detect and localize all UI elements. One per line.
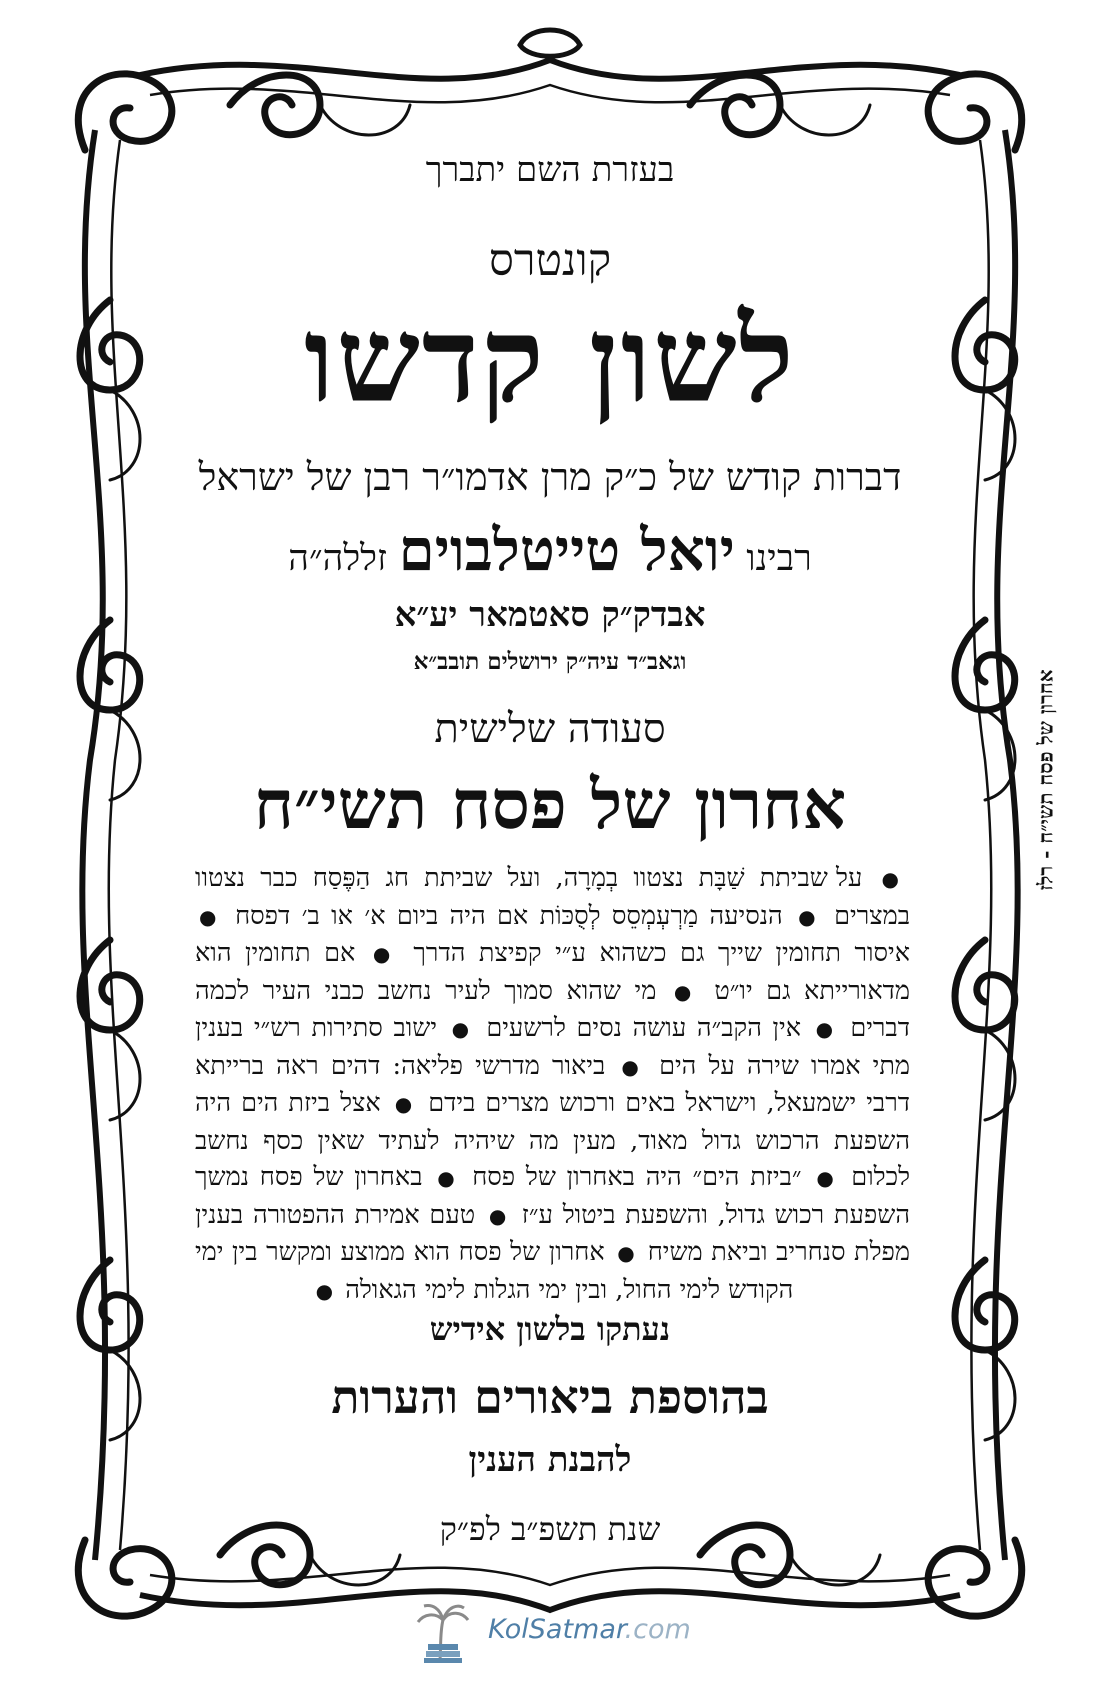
topic-item: אצל ביזת הים היה השפעת הרכוש גדול מאוד, מעין מה שיהיה לעתיד שאין כסף נחשב לכלום — [195, 1088, 910, 1192]
avdak-line: אבדק״ק סאטמאר יע״א — [394, 595, 706, 635]
topic-item: אחרון של פסח הוא ממוצע ומקשר בין ימי הקודש לימי החול, ובין ימי הגלות לימי הגאולה — [195, 1237, 794, 1305]
logo-tld: .com — [624, 1614, 691, 1645]
topic-item: ביאור מדרשי פליאה: דהים ראה ברייתא דרבי ישמעאל, וישראל באים ורכוש מצרים בידם — [195, 1050, 910, 1118]
bullet-icon: ● — [798, 904, 819, 929]
additions-line: בהוספת ביאורים והערות — [331, 1370, 769, 1424]
seuda-shlishit-label: סעודה שלישית — [434, 706, 666, 752]
bullet-icon: ● — [881, 867, 906, 891]
topic-item: מי שהוא סמוך לעיר נחשב כבני העיר לכמה דברים — [195, 975, 910, 1043]
author-line — [180, 516, 920, 589]
logo-wordmark — [488, 1614, 691, 1645]
occasion-title: אחרון של פסח תשי״ח — [253, 765, 847, 845]
bullet-icon: ● — [816, 1166, 837, 1190]
page-title: לשון קדשו — [304, 290, 796, 429]
author-name: יואל טייטלבוים — [398, 516, 735, 584]
topic-item: ״ביזת הים״ היה באחרון של פסח — [472, 1162, 802, 1192]
zlla-label: זללה״ה — [288, 538, 388, 579]
topic-item: טעם אמירת ההפטורה בענין מפלת סנחריב וביאת משיח — [195, 1199, 911, 1267]
palm-tree-books-icon — [410, 1600, 474, 1664]
topic-item: באחרון של פסח נמשך השפעת רכוש גדול, והשפעת ביטול ע״ז — [195, 1162, 910, 1230]
yiddish-note: נעתקו בלשון אידיש — [429, 1310, 671, 1348]
kolsatmar-logo[interactable] — [410, 1600, 700, 1664]
topic-item: אין הקב״ה עושה נסים לרשעים — [486, 1013, 801, 1043]
ugavad-line: וגאב״ד עיה״ק ירושלים תובב״א — [413, 648, 687, 675]
bullet-icon: ● — [488, 1203, 509, 1228]
bullet-icon: ● — [199, 904, 220, 929]
bullet-icon: ● — [815, 1017, 836, 1041]
bullet-icon: ● — [372, 942, 396, 966]
bullet-icon: ● — [451, 1017, 472, 1041]
bullet-icon: ● — [617, 1241, 636, 1265]
bullet-icon: ● — [315, 1278, 334, 1303]
topic-item: אם תחומין הוא מדאורייתא גם יו״ט — [195, 938, 911, 1006]
kuntres-label: קונטרס — [488, 235, 612, 286]
bullet-icon: ● — [437, 1166, 458, 1190]
logo-brand: KolSatmar — [488, 1614, 625, 1645]
be-ezrat-hashem: בעזרת השם יתברך — [425, 150, 675, 190]
topic-item: איסור תחומין שייך גם כשהוא ע״י קפיצת הדרך — [413, 938, 911, 968]
side-running-header: אחרון של פסח תשי״ח - רלז — [1033, 669, 1058, 891]
divrei-kodesh-line: דברות קודש של כ״ק מרן אדמו״ר רבן של ישראל — [198, 455, 902, 499]
bullet-icon: ● — [394, 1092, 415, 1116]
topic-item: ישוב סתירות רש״י בענין מתי אמרו שירה על הים — [195, 1013, 911, 1081]
topics-paragraph — [195, 860, 910, 1309]
year-line: שנת תשפ״ב לפ״ק — [439, 1510, 661, 1548]
understanding-line: להבנת הענין — [468, 1440, 632, 1480]
bullet-icon: ● — [673, 979, 697, 1004]
bullet-icon: ● — [621, 1054, 643, 1079]
rabbeinu-label: רבינו — [746, 538, 812, 579]
topic-item: הנסיעה מַרְעְמְסֵס לְסֻכּוֹת אם היה ביום א׳ או ב׳ דפסח — [235, 900, 783, 931]
topic-item: על שביתת שַׁבָּת נצטוו בְמָרָה, ועל שביתת חג הַפֶּסַח כבר נצטוו במצרים — [195, 863, 911, 931]
